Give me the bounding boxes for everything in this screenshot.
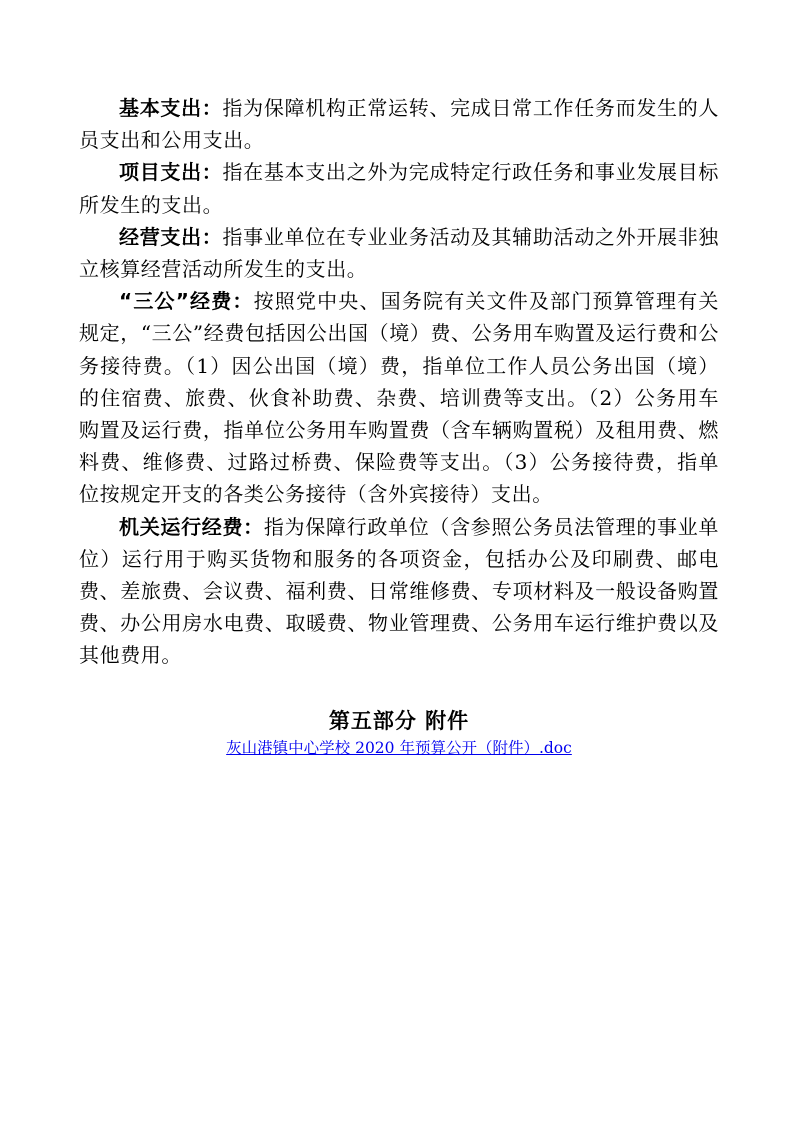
definition-text: 指事业单位在专业业务活动及其辅助活动之外开展非独立核算经营活动所发生的支出。 (79, 224, 719, 282)
attachment-row (79, 736, 719, 760)
definition-agency-operating-funds (79, 511, 719, 672)
definition-text: 指为保障行政单位（含参照公务员法管理的事业单位）运行用于购买货物和服务的各项资金，包括办公及印刷费、邮电费、差旅费、会议费、福利费、日常维修费、专项材料及一般设备购置费、办公用房水电费、取暖费、物业管理费、公务用车运行维护费以及其他费用。 (79, 514, 720, 668)
definition-project-expenditure (79, 156, 719, 220)
definition-term: 基本支出： (119, 96, 223, 120)
definition-text: 指在基本支出之外为完成特定行政任务和事业发展目标所发生的支出。 (79, 160, 719, 217)
definition-text: 指为保障机构正常运转、完成日常工作任务而发生的人员支出和公用支出。 (79, 96, 719, 153)
definition-text: 按照党中央、国务院有关文件及部门预算管理有关规定，“三公”经费包括因公出国（境）费、公务用车购置及运行费和公务接待费。（1）因公出国（境）费，指单位工作人员公务出国（境）的住宿费、旅费、伙食补助费、杂费、培训费等支出。（2）公务用车购置及运行费，指单位公务用车购置费（含车辆购置税）及租用费、燃料费、维修费、过路过桥费、保险费等支出。（3）公务接待费，指单位按规定开支的各类公务接待（含外宾接待）支出。 (79, 289, 720, 507)
attachment-link[interactable]: 灰山港镇中心学校 2020 年预算公开（附件）.doc (226, 738, 572, 757)
definition-term: 项目支出： (119, 160, 223, 185)
definition-basic-expenditure (79, 92, 719, 156)
definition-term: 经营支出： (119, 224, 223, 249)
definition-operating-expenditure (79, 221, 719, 285)
section-title: 第五部分 附件 (328, 708, 470, 733)
definition-term: 机关运行经费： (119, 514, 264, 539)
document-body (79, 92, 719, 760)
definition-three-public-funds (79, 285, 719, 510)
definition-term: “三公”经费： (119, 289, 254, 314)
